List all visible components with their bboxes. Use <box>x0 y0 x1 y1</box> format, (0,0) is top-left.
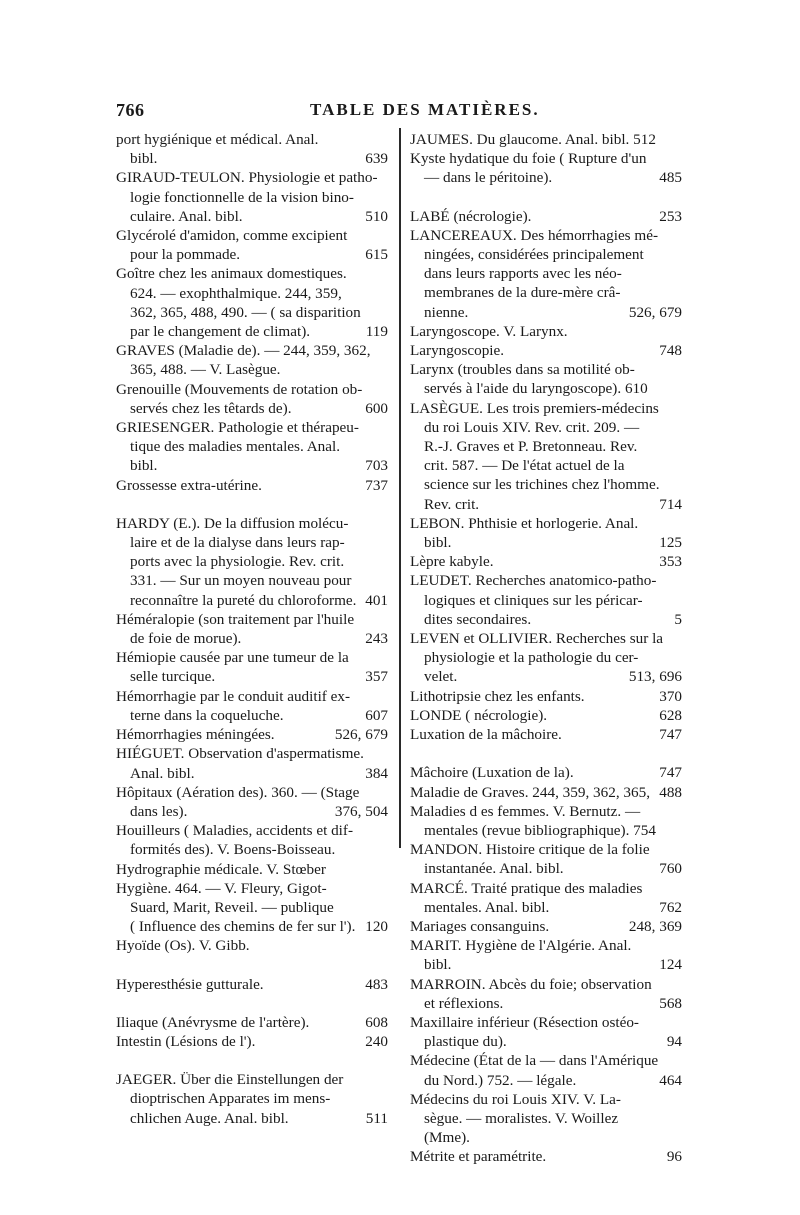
entry-line: 119 par le changement de climat). <box>130 323 388 341</box>
page-reference: 376, 504 <box>334 802 388 820</box>
entry-line: 353 Lèpre kabyle. <box>410 553 682 571</box>
index-entry <box>410 360 682 398</box>
entry-line: 243 de foie de morue). <box>130 630 388 648</box>
entry-line: 357 selle turcique. <box>130 668 388 686</box>
entry-line: 125 bibl. <box>424 534 682 552</box>
index-entry <box>116 341 388 379</box>
entry-line: 737 Grossesse extra-utérine. <box>116 476 388 494</box>
index-entry <box>116 610 388 648</box>
entry-line: Maladies d es femmes. V. Bernutz. — <box>410 802 641 820</box>
entry-line: Kyste hydatique du foie ( Rupture d'un <box>410 150 647 168</box>
entry-line: JAUMES. Du glaucome. Anal. bibl. 512 <box>410 131 656 148</box>
page-reference: 119 <box>365 323 388 341</box>
index-entry <box>116 168 388 226</box>
page-reference: 510 <box>365 207 388 225</box>
entry-line: servés à l'aide du laryngoscope). 610 <box>424 380 648 398</box>
index-entry <box>410 552 682 571</box>
page-reference: 568 <box>659 994 682 1012</box>
entry-line: Glycérolé d'amidon, comme excipient <box>116 227 348 245</box>
entry-line: Héméralopie (son traitement par l'huile <box>116 610 355 628</box>
entry-line: 5 dites secondaires. <box>424 610 682 628</box>
page-reference: 526, 679 <box>334 726 388 744</box>
entry-line: Laryngoscope. V. Larynx. <box>410 322 568 340</box>
entry-line: 384 Anal. bibl. <box>130 764 388 782</box>
entry-line: MANDON. Histoire critique de la folie <box>410 841 650 859</box>
entry-line: 526, 679 Hémorrhagies méningées. <box>116 726 388 744</box>
entry-line: MARROIN. Abcès du foie; observation <box>410 975 652 993</box>
entry-line: 331. — Sur un moyen nouveau pour <box>130 572 352 590</box>
index-entry <box>116 648 388 686</box>
index-entry <box>116 1032 388 1051</box>
page-reference: 615 <box>365 246 388 264</box>
index-entry <box>116 687 388 725</box>
page-reference: 357 <box>365 668 388 686</box>
entry-line: MARCÉ. Traité pratique des maladies <box>410 879 643 897</box>
entry-line: 608 Iliaque (Anévrysme de l'artère). <box>116 1013 388 1031</box>
entry-line: R.-J. Graves et P. Bretonneau. Rev. <box>424 438 638 456</box>
entry-line: 120 ( Influence des chemins de fer sur l'). <box>130 918 388 936</box>
page-reference: 511 <box>365 1109 388 1127</box>
entry-line: 483 Hyperesthésie gutturale. <box>116 975 388 993</box>
page-reference: 714 <box>659 495 682 513</box>
entry-line: dioptrischen Apparates im mens- <box>130 1090 331 1108</box>
entry-line: dans leurs rapports avec les néo- <box>424 265 622 283</box>
entry-line: Hôpitaux (Aération des). 360. — (Stage <box>116 783 360 801</box>
index-entry <box>410 706 682 725</box>
entry-line: 96 Métrite et paramétrite. <box>410 1148 682 1166</box>
entry-line: port hygiénique et médical. Anal. <box>116 131 319 148</box>
entry-line: 624. — exophthalmique. 244, 359, <box>130 284 342 302</box>
index-entry <box>410 130 682 149</box>
page-reference: 526, 679 <box>628 303 682 321</box>
entry-line: 639 bibl. <box>130 150 388 168</box>
entry-line: LEVEN et OLLIVIER. Recherches sur la <box>410 630 664 648</box>
page-reference: 485 <box>659 169 682 187</box>
page-reference: 464 <box>659 1071 682 1089</box>
entry-line: logie fonctionnelle de la vision bino- <box>130 188 354 206</box>
entry-line: 526, 679 nienne. <box>424 303 682 321</box>
entry-line: 362, 365, 488, 490. — ( sa disparition <box>130 303 361 321</box>
entry-line: Larynx (troubles dans sa motilité ob- <box>410 361 635 379</box>
page-reference: 96 <box>666 1148 682 1166</box>
page-reference: 608 <box>365 1013 388 1031</box>
index-entry <box>410 879 682 917</box>
index-entry <box>116 226 388 264</box>
index-entry <box>116 380 388 418</box>
entry-line: Suard, Marit, Reveil. — publique <box>130 898 334 916</box>
index-entry <box>116 1013 388 1032</box>
entry-line: crit. 587. — De l'état actuel de la <box>424 457 625 475</box>
entry-line: formités des). V. Boens-Boisseau. <box>130 841 336 859</box>
running-title: TABLE DES MATIÈRES. <box>310 100 540 119</box>
entry-line: membranes de la dure-mère crâ- <box>424 284 621 302</box>
index-entry <box>410 725 682 744</box>
entry-line: 464 du Nord.) 752. — légale. <box>424 1071 682 1089</box>
index-entry <box>116 936 388 955</box>
left-column <box>116 130 388 1128</box>
index-entry <box>410 207 682 226</box>
index-entry <box>410 1090 682 1148</box>
page-reference: 253 <box>659 207 682 225</box>
entry-line: 760 instantanée. Anal. bibl. <box>424 860 682 878</box>
page-reference: 762 <box>659 898 682 916</box>
page-reference: 747 <box>659 764 682 782</box>
entry-line: Goître chez les animaux domestiques. <box>116 265 347 283</box>
entry-line: 248, 369 Mariages consanguins. <box>410 917 682 935</box>
entry-line: ningées, considérées principalement <box>424 246 644 264</box>
index-entry <box>410 571 682 629</box>
entry-line: GRAVES (Maladie de). — 244, 359, 362, <box>116 342 371 360</box>
entry-line: 94 plastique du). <box>424 1033 682 1051</box>
entry-line: mentales (revue bibliographique). 754 <box>424 821 656 839</box>
entry-line: Hémorrhagie par le conduit auditif ex- <box>116 687 351 705</box>
entry-line: Médecins du roi Louis XIV. V. La- <box>410 1090 621 1108</box>
entry-line: science sur les trichines chez l'homme. <box>424 476 660 494</box>
index-entry <box>410 226 682 322</box>
page-reference: 124 <box>659 956 682 974</box>
entry-line: Houilleurs ( Maladies, accidents et dif- <box>116 822 354 840</box>
index-entry <box>410 783 682 802</box>
index-entry <box>410 322 682 341</box>
entry-line: 401 reconnaître la pureté du chloroforme. <box>130 591 388 609</box>
index-entry <box>116 744 388 782</box>
index-entry <box>410 1013 682 1051</box>
page-reference: 760 <box>659 860 682 878</box>
entry-line: logiques et cliniques sur les péricar- <box>424 591 643 609</box>
page-reference: 488 <box>659 783 682 801</box>
entry-line: GRIESENGER. Pathologie et thérapeu- <box>116 419 359 437</box>
entry-line: 365, 488. — V. Lasègue. <box>130 361 281 379</box>
page-reference: 240 <box>365 1032 388 1050</box>
entry-line: HARDY (E.). De la diffusion molécu- <box>116 514 349 532</box>
entry-line: (Mme). <box>424 1129 470 1147</box>
entry-line: laire et de la dialyse dans leurs rap- <box>130 534 345 552</box>
index-entry <box>410 763 682 782</box>
entry-line: 568 et réflexions. <box>424 994 682 1012</box>
index-entry <box>410 917 682 936</box>
entry-line: JAEGER. Über die Einstellungen der <box>116 1071 344 1089</box>
index-entry <box>410 840 682 878</box>
entry-line: Maxillaire inférieur (Résection ostéo- <box>410 1013 639 1031</box>
index-entry <box>410 936 682 974</box>
entry-line: MARIT. Hygiène de l'Algérie. Anal. <box>410 937 632 955</box>
entry-line: 600 servés chez les têtards de). <box>130 399 388 417</box>
entry-line: LASÈGUE. Les trois premiers-médecins <box>410 399 659 417</box>
entry-line: Grenouille (Mouvements de rotation ob- <box>116 380 363 398</box>
page-reference: 628 <box>659 706 682 724</box>
entry-line: 747 Luxation de la mâchoire. <box>410 726 682 744</box>
right-column <box>410 130 682 1167</box>
index-entry <box>116 821 388 859</box>
entry-line: 511 chlichen Auge. Anal. bibl. <box>130 1109 388 1127</box>
entry-line: LEUDET. Recherches anatomico-patho- <box>410 572 657 590</box>
page-reference: 747 <box>659 726 682 744</box>
entry-gap <box>410 744 682 763</box>
entry-line: 607 terne dans la coqueluche. <box>130 706 388 724</box>
index-entry <box>116 476 388 495</box>
page-reference: 370 <box>659 687 682 705</box>
index-entry <box>116 418 388 476</box>
entry-line: Hémiopie causée par une tumeur de la <box>116 649 349 667</box>
index-entry <box>116 264 388 341</box>
index-entry <box>116 725 388 744</box>
index-entry <box>116 514 388 610</box>
entry-line: 485 — dans le péritoine). <box>424 169 682 187</box>
index-entry <box>116 975 388 994</box>
entry-line: 714 Rev. crit. <box>424 495 682 513</box>
page-reference: 248, 369 <box>628 917 682 935</box>
column-divider <box>399 128 401 848</box>
index-entry <box>410 149 682 187</box>
page-reference: 353 <box>659 553 682 571</box>
entry-line: 124 bibl. <box>424 956 682 974</box>
entry-gap <box>116 1051 388 1070</box>
index-entry <box>116 783 388 821</box>
page-reference: 513, 696 <box>628 668 682 686</box>
entry-line: 748 Laryngoscopie. <box>410 342 682 360</box>
entry-line: 747 Mâchoire (Luxation de la). <box>410 764 682 782</box>
entry-line: 703 bibl. <box>130 457 388 475</box>
entry-line: Hyoïde (Os). V. Gibb. <box>116 937 250 955</box>
entry-line: Hydrographie médicale. V. Stœber <box>116 860 326 878</box>
entry-gap <box>116 495 388 514</box>
entry-line: tique des maladies mentales. Anal. <box>130 438 341 456</box>
entry-gap <box>410 188 682 207</box>
index-entry <box>116 130 388 168</box>
entry-line: 513, 696 velet. <box>424 668 682 686</box>
entry-line: sègue. — moralistes. V. Woillez <box>424 1109 619 1127</box>
entry-line: GIRAUD-TEULON. Physiologie et patho- <box>116 169 378 187</box>
page-reference: 5 <box>674 610 682 628</box>
page-reference: 607 <box>365 706 388 724</box>
page-reference: 120 <box>365 918 388 936</box>
page-reference: 94 <box>666 1033 682 1051</box>
entry-line: 376, 504 dans les). <box>130 802 388 820</box>
entry-line: 253 LABÉ (nécrologie). <box>410 207 682 225</box>
page-reference: 483 <box>365 975 388 993</box>
entry-line: ports avec la physiologie. Rev. crit. <box>130 553 345 571</box>
entry-line: Médecine (État de la — dans l'Amérique <box>410 1052 659 1070</box>
entry-line: HIÉGUET. Observation d'aspermatisme. <box>116 745 364 763</box>
entry-line: physiologie et la pathologie du cer- <box>424 649 639 667</box>
page-reference: 639 <box>365 150 388 168</box>
index-entry <box>116 860 388 879</box>
entry-line: LEBON. Phthisie et horlogerie. Anal. <box>410 514 639 532</box>
page-reference: 703 <box>365 457 388 475</box>
entry-line: du roi Louis XIV. Rev. crit. 209. — <box>424 418 640 436</box>
page-reference: 384 <box>365 764 388 782</box>
entry-line: Hygiène. 464. — V. Fleury, Gigot- <box>116 879 327 897</box>
entry-line: 615 pour la pommade. <box>130 246 388 264</box>
index-entry <box>410 514 682 552</box>
page-reference: 243 <box>365 630 388 648</box>
page-reference: 401 <box>365 591 388 609</box>
entry-line: LANCEREAUX. Des hémorrhagies mé- <box>410 226 659 244</box>
index-entry <box>116 1070 388 1128</box>
index-entry <box>410 687 682 706</box>
page-reference: 748 <box>659 342 682 360</box>
index-entry <box>410 399 682 514</box>
entry-line: 628 LONDE ( nécrologie). <box>410 706 682 724</box>
entry-gap <box>116 994 388 1013</box>
entry-line: 762 mentales. Anal. bibl. <box>424 898 682 916</box>
index-entry <box>410 1147 682 1166</box>
entry-line: 240 Intestin (Lésions de l'). <box>116 1032 388 1050</box>
page-reference: 737 <box>365 476 388 494</box>
page-number: 766 <box>116 100 145 120</box>
index-entry <box>410 341 682 360</box>
page-reference: 600 <box>365 399 388 417</box>
index-entry <box>410 1051 682 1089</box>
page-reference: 125 <box>659 534 682 552</box>
entry-line: 488 Maladie de Graves. 244, 359, 362, 365, <box>410 783 682 801</box>
entry-line: 510 culaire. Anal. bibl. <box>130 207 388 225</box>
index-entry <box>116 879 388 937</box>
index-entry <box>410 975 682 1013</box>
entry-line: 370 Lithotripsie chez les enfants. <box>410 687 682 705</box>
entry-gap <box>116 956 388 975</box>
index-entry <box>410 629 682 687</box>
index-entry <box>410 802 682 840</box>
